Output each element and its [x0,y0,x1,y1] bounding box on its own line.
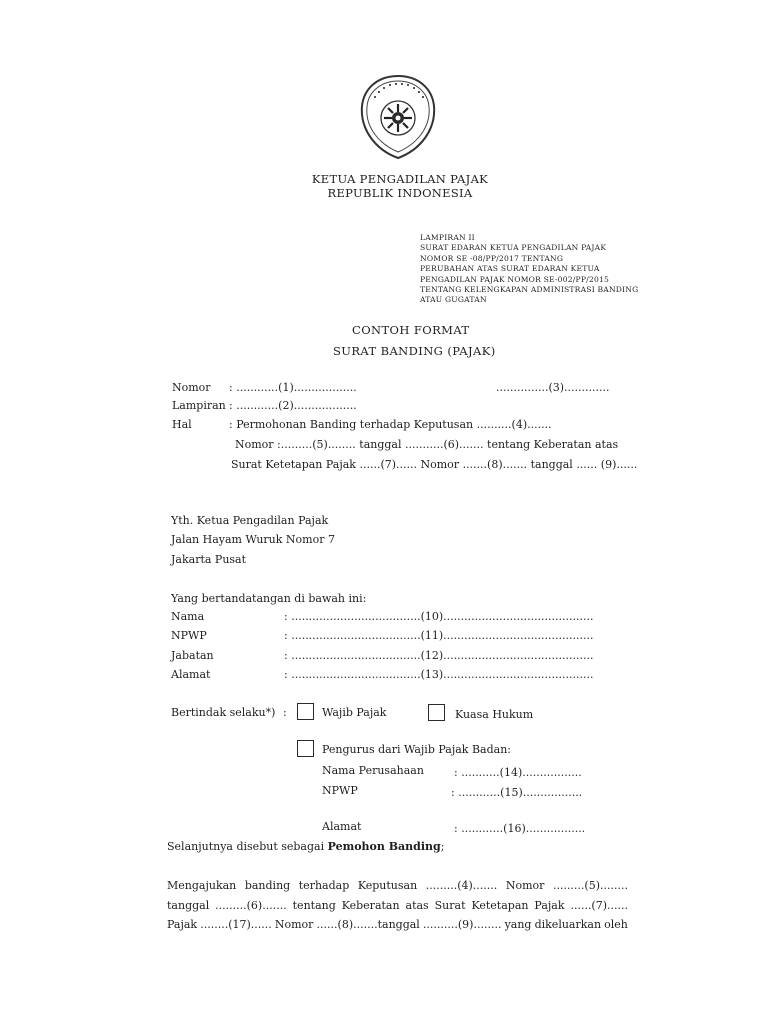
date-placeholder: ...............(3)............. [496,381,610,394]
field-value: : .....................................(11)........................................... [284,629,594,642]
field-value: : .....................................(12)........................................... [284,649,594,662]
format-subtitle: SURAT BANDING (PAJAK) [333,344,496,358]
lampiran-line: PENGADILAN PAJAK NOMOR SE-002/PP/2015 [420,274,610,284]
word: dikeluarkan [534,918,602,931]
company-field-value: : ............(15)................. [451,786,583,799]
word: yang [504,918,532,931]
company-field-value: : ...........(14)................. [454,766,582,779]
word: Keberatan [341,899,400,912]
option-pengurus: Pengurus dari Wajib Pajak Badan: [322,743,511,756]
word: oleh [604,918,628,931]
word: Nomor [505,879,545,892]
company-field-label: Nama Perusahaan [322,764,424,777]
word: ......(8).......tanggal [316,918,420,931]
court-seal-logo [358,74,438,160]
word: banding [244,879,291,892]
pemohon-line [167,840,444,853]
pemohon-bold: Pemohon Banding [327,840,441,853]
field-value: : .....................................(13)........................................... [284,668,594,681]
option-wajib-pajak: Wajib Pajak [322,706,387,719]
word: tentang [292,899,336,912]
word: terhadap [298,879,350,892]
format-title: CONTOH FORMAT [352,323,470,337]
word: Nomor [274,918,314,931]
acting-as-label: Bertindak selaku*) [171,706,276,719]
word: Ketetapan [471,899,529,912]
word: .........(6)....... [215,899,287,912]
word: tanggal [167,899,210,912]
company-field-value: : ............(16)................. [454,822,586,835]
hal-line: : Permohonan Banding terhadap Keputusan ..........(4)....... [229,418,552,431]
lampiran-line: NOMOR SE -08/PP/2017 TENTANG [420,253,564,263]
option-kuasa-hukum: Kuasa Hukum [455,708,534,721]
lampiran-block [420,233,638,306]
lampiran-value: : ............(2).................. [229,399,357,412]
word: ........(17)...... [200,918,272,931]
field-value: : .....................................(10)........................................... [284,610,594,623]
court-country: REPUBLIK INDONESIA [327,186,473,200]
hal-line: Surat Ketetapan Pajak ......(7)...... Nomor .......(8)....... tanggal ...... (9)...... [231,458,638,471]
addressee-line: Yth. Ketua Pengadilan Pajak [171,514,329,527]
body-line-1 [167,879,628,892]
lampiran-line: PERUBAHAN ATAS SURAT EDARAN KETUA [420,264,600,274]
field-label: Jabatan [171,649,214,662]
company-field-label: Alamat [322,820,362,833]
court-title: KETUA PENGADILAN PAJAK [311,172,489,186]
nomor-value: : ............(1).................. [229,381,357,394]
word: Mengajukan [167,879,237,892]
lampiran-label: Lampiran [172,399,226,412]
pemohon-text: Selanjutnya disebut sebagai [167,840,328,853]
word: Surat [434,899,466,912]
field-label: NPWP [171,629,207,642]
word: .........(4)....... [425,879,498,892]
pemohon-end: ; [440,840,445,853]
checkbox-pengurus[interactable] [297,740,314,757]
word: .........(5)........ [552,879,628,892]
lampiran-line: LAMPIRAN II [420,233,475,242]
company-field-label: NPWP [322,784,358,797]
hal-line: Nomor :.........(5)........ tanggal ...........(6)....... tentang Keberatan atas [235,438,619,451]
checkbox-wajib-pajak[interactable] [297,703,314,720]
word: atas [405,899,429,912]
word: Keputusan [357,879,418,892]
acting-as-colon: : [283,706,287,719]
lampiran-line: SURAT EDARAN KETUA PENGADILAN PAJAK [420,243,607,253]
lampiran-line: TENTANG KELENGKAPAN ADMINISTRASI BANDING [420,285,639,295]
signatory-intro: Yang bertandatangan di bawah ini: [171,592,367,605]
addressee-line: Jakarta Pusat [171,553,247,566]
body-line-2 [167,899,628,912]
lampiran-line: ATAU GUGATAN [420,295,487,305]
hal-label: Hal [172,418,192,431]
word: ..........(9)........ [422,918,502,931]
field-label: Nama [171,610,205,623]
field-label: Alamat [171,668,211,681]
nomor-label: Nomor [172,381,211,394]
checkbox-kuasa-hukum[interactable] [428,704,445,721]
addressee-line: Jalan Hayam Wuruk Nomor 7 [171,533,335,546]
word: Pajak [534,899,565,912]
body-line-3 [167,918,628,931]
word: Pajak [167,918,198,931]
word: ......(7)...... [570,899,628,912]
